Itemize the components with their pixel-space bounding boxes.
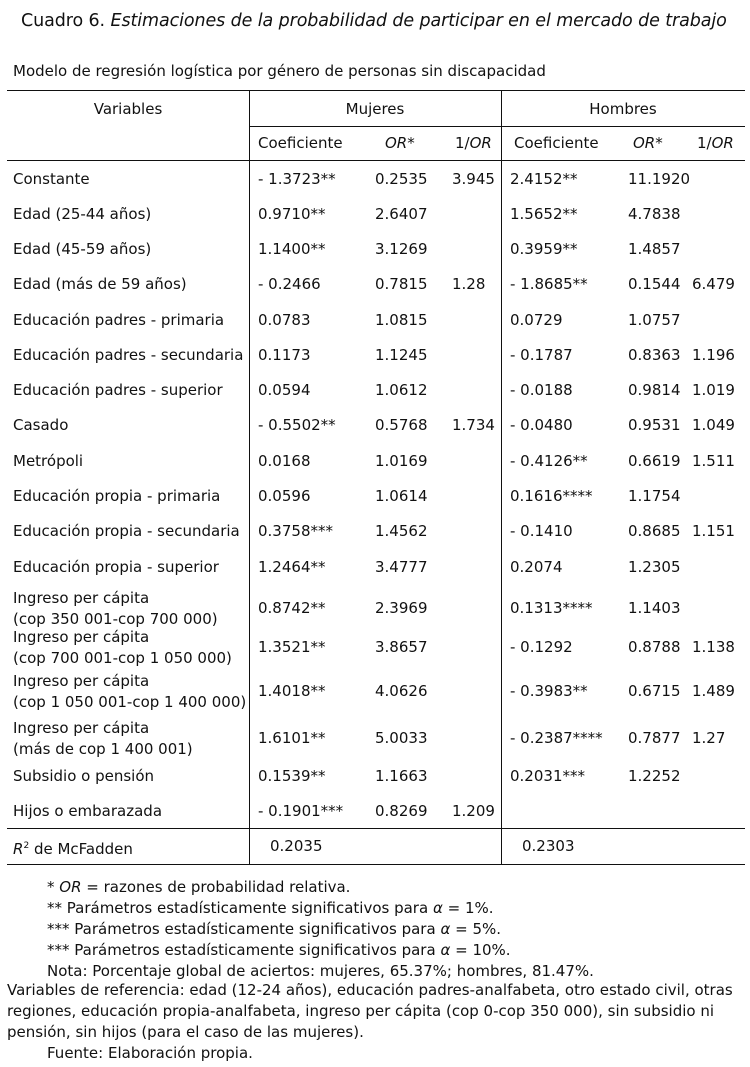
row-h-coef-cell: - 0.2387**** — [510, 729, 603, 747]
row-h-coef-cell: - 0.4126** — [510, 452, 588, 470]
row-h-coef-cell: 0.2031*** — [510, 767, 585, 785]
row-m-or-cell: 0.7815 — [375, 275, 428, 293]
row-h-inv-cell: 1.511 — [692, 452, 735, 470]
row-h-inv-cell: 1.27 — [692, 729, 726, 747]
row-variable-label: Educación padres - superior — [13, 381, 223, 399]
row-h-coef-cell: 0.0729 — [510, 311, 563, 329]
r2-men: 0.2303 — [522, 837, 575, 855]
header-men-or: OR* — [633, 134, 663, 152]
header-women: Mujeres — [345, 100, 405, 118]
row-h-coef-cell: 0.1313**** — [510, 599, 593, 617]
row-m-coef-cell: 0.0594 — [258, 381, 311, 399]
row-variable-label: Hijos o embarazada — [13, 802, 163, 820]
row-h-or-cell: 0.9814 — [628, 381, 681, 399]
row-variable-label: Ingreso per cápita (cop 1 050 001-cop 1 400 000) — [13, 672, 247, 711]
row-m-coef-cell: 0.0596 — [258, 487, 311, 505]
header-men-coef: Coeficiente — [514, 134, 599, 152]
row-m-or-cell: 1.0815 — [375, 311, 428, 329]
row-variable-label: Ingreso per cápita (más de cop 1 400 001) — [13, 719, 193, 758]
row-m-or-cell: 5.0033 — [375, 729, 428, 747]
row-h-coef-cell: - 0.0480 — [510, 416, 573, 434]
note-source: Fuente: Elaboración propia. — [47, 1044, 253, 1062]
row-variable-label: Educación propia - superior — [13, 558, 219, 576]
row-h-coef-cell: - 0.1292 — [510, 638, 573, 656]
row-m-coef-cell: - 0.1901*** — [258, 802, 344, 820]
row-m-or-cell: 1.1663 — [375, 767, 428, 785]
row-m-or-cell: 0.8269 — [375, 802, 428, 820]
row-m-or-cell: 1.4562 — [375, 522, 428, 540]
row-variable-label: Edad (25-44 años) — [13, 205, 152, 223]
row-h-coef-cell: 1.5652** — [510, 205, 578, 223]
row-h-or-cell: 0.6619 — [628, 452, 681, 470]
row-h-or-cell: 1.1754 — [628, 487, 681, 505]
row-m-inv-cell: 1.734 — [452, 416, 495, 434]
row-variable-label: Educación padres - primaria — [13, 311, 225, 329]
note-accuracy: Nota: Porcentaje global de aciertos: mujeres, 65.37%; hombres, 81.47%. — [47, 962, 594, 980]
row-h-or-cell: 0.7877 — [628, 729, 681, 747]
r2-women: 0.2035 — [270, 837, 323, 855]
r2-label: $R^2$ de McFadden — [13, 840, 133, 858]
row-h-or-cell: 1.4857 — [628, 240, 681, 258]
group-rule — [249, 126, 745, 127]
row-m-or-cell: 4.0626 — [375, 682, 428, 700]
row-h-inv-cell: 1.196 — [692, 346, 735, 364]
column-divider-women — [249, 90, 250, 864]
row-h-or-cell: 0.1544 — [628, 275, 681, 293]
note-significance-5: *** Parámetros estadísticamente significativos para α = 5%. — [47, 920, 502, 938]
row-m-or-cell: 0.5768 — [375, 416, 428, 434]
row-h-or-cell: 0.9531 — [628, 416, 681, 434]
row-m-inv-cell: 1.28 — [452, 275, 486, 293]
table-number: Cuadro 6. — [21, 11, 106, 31]
row-variable-label: Edad (45-59 años) — [13, 240, 152, 258]
header-women-coef: Coeficiente — [258, 134, 343, 152]
row-h-or-cell: 11.1920 — [628, 170, 691, 188]
row-m-coef-cell: 1.4018** — [258, 682, 326, 700]
row-m-coef-cell: - 0.2466 — [258, 275, 321, 293]
row-h-or-cell: 0.8685 — [628, 522, 681, 540]
row-m-coef-cell: 0.8742** — [258, 599, 326, 617]
header-rule — [7, 160, 745, 161]
row-m-coef-cell: 1.6101** — [258, 729, 326, 747]
row-h-or-cell: 0.8363 — [628, 346, 681, 364]
row-h-coef-cell: 2.4152** — [510, 170, 578, 188]
row-m-coef-cell: 0.9710** — [258, 205, 326, 223]
column-divider-men — [501, 90, 502, 864]
row-m-coef-cell: 0.0783 — [258, 311, 311, 329]
row-m-coef-cell: 1.3521** — [258, 638, 326, 656]
header-women-or: OR* — [385, 134, 415, 152]
row-m-or-cell: 1.1245 — [375, 346, 428, 364]
row-m-coef-cell: 1.1400** — [258, 240, 326, 258]
row-variable-label: Educación propia - secundaria — [13, 522, 240, 540]
row-m-or-cell: 1.0614 — [375, 487, 428, 505]
row-m-coef-cell: 0.3758*** — [258, 522, 333, 540]
row-h-coef-cell: - 0.3983** — [510, 682, 588, 700]
bottom-rule — [7, 864, 745, 865]
note-reference-variables: Variables de referencia: edad (12-24 años), educación padres-analfabeta, otro estado civil, otras regiones, educación propia-analfabeta, ingreso per cápita (cop 0-cop 350 000), sin subsidio ni pensión, sin hijos (para el caso de las mujeres). — [7, 981, 733, 1041]
row-m-or-cell: 0.2535 — [375, 170, 428, 188]
row-h-coef-cell: - 0.0188 — [510, 381, 573, 399]
row-h-coef-cell: - 0.1410 — [510, 522, 573, 540]
row-m-coef-cell: 0.0168 — [258, 452, 311, 470]
row-m-coef-cell: - 1.3723** — [258, 170, 336, 188]
row-h-coef-cell: - 1.8685** — [510, 275, 588, 293]
row-variable-label: Edad (más de 59 años) — [13, 275, 187, 293]
row-h-inv-cell: 1.019 — [692, 381, 735, 399]
table-title-text: Estimaciones de la probabilidad de participar en el mercado de trabajo — [110, 11, 727, 31]
header-men: Hombres — [589, 100, 657, 118]
row-h-or-cell: 4.7838 — [628, 205, 681, 223]
row-h-coef-cell: 0.2074 — [510, 558, 563, 576]
row-variable-label: Casado — [13, 416, 69, 434]
row-variable-label: Ingreso per cápita (cop 700 001-cop 1 050 000) — [13, 628, 232, 667]
row-m-inv-cell: 1.209 — [452, 802, 495, 820]
row-variable-label: Ingreso per cápita (cop 350 001-cop 700 000) — [13, 589, 218, 628]
row-h-or-cell: 1.2305 — [628, 558, 681, 576]
row-h-or-cell: 0.6715 — [628, 682, 681, 700]
note-significance-10: *** Parámetros estadísticamente significativos para α = 10%. — [47, 941, 511, 959]
row-h-inv-cell: 1.138 — [692, 638, 735, 656]
row-m-or-cell: 3.8657 — [375, 638, 428, 656]
row-h-coef-cell: - 0.1787 — [510, 346, 573, 364]
row-h-coef-cell: 0.3959** — [510, 240, 578, 258]
row-h-coef-cell: 0.1616**** — [510, 487, 593, 505]
row-m-or-cell: 3.1269 — [375, 240, 428, 258]
row-variable-label: Educación padres - secundaria — [13, 346, 244, 364]
note-or: * OR = razones de probabilidad relativa. — [47, 878, 351, 896]
row-h-inv-cell: 1.049 — [692, 416, 735, 434]
row-h-inv-cell: 6.479 — [692, 275, 735, 293]
row-h-inv-cell: 1.151 — [692, 522, 735, 540]
row-m-or-cell: 1.0612 — [375, 381, 428, 399]
row-m-coef-cell: 1.2464** — [258, 558, 326, 576]
row-m-coef-cell: 0.1173 — [258, 346, 311, 364]
row-m-or-cell: 3.4777 — [375, 558, 428, 576]
row-variable-label: Metrópoli — [13, 452, 84, 470]
row-h-or-cell: 0.8788 — [628, 638, 681, 656]
row-h-or-cell: 1.1403 — [628, 599, 681, 617]
row-m-coef-cell: 0.1539** — [258, 767, 326, 785]
header-women-inv-or: 1/OR — [455, 134, 492, 152]
row-m-or-cell: 1.0169 — [375, 452, 428, 470]
row-m-or-cell: 2.3969 — [375, 599, 428, 617]
row-h-or-cell: 1.2252 — [628, 767, 681, 785]
table-title — [21, 11, 727, 31]
header-men-inv-or: 1/OR — [697, 134, 734, 152]
row-variable-label: Subsidio o pensión — [13, 767, 155, 785]
r2-rule — [7, 828, 745, 829]
row-m-or-cell: 2.6407 — [375, 205, 428, 223]
row-h-inv-cell: 1.489 — [692, 682, 735, 700]
note-significance-1: ** Parámetros estadísticamente significativos para α = 1%. — [47, 899, 494, 917]
header-variables: Variables — [93, 100, 163, 118]
row-h-or-cell: 1.0757 — [628, 311, 681, 329]
table-subtitle: Modelo de regresión logística por género de personas sin discapacidad — [13, 62, 546, 80]
row-variable-label: Educación propia - primaria — [13, 487, 221, 505]
top-rule — [7, 90, 745, 91]
row-m-coef-cell: - 0.5502** — [258, 416, 336, 434]
row-variable-label: Constante — [13, 170, 90, 188]
row-m-inv-cell: 3.945 — [452, 170, 495, 188]
